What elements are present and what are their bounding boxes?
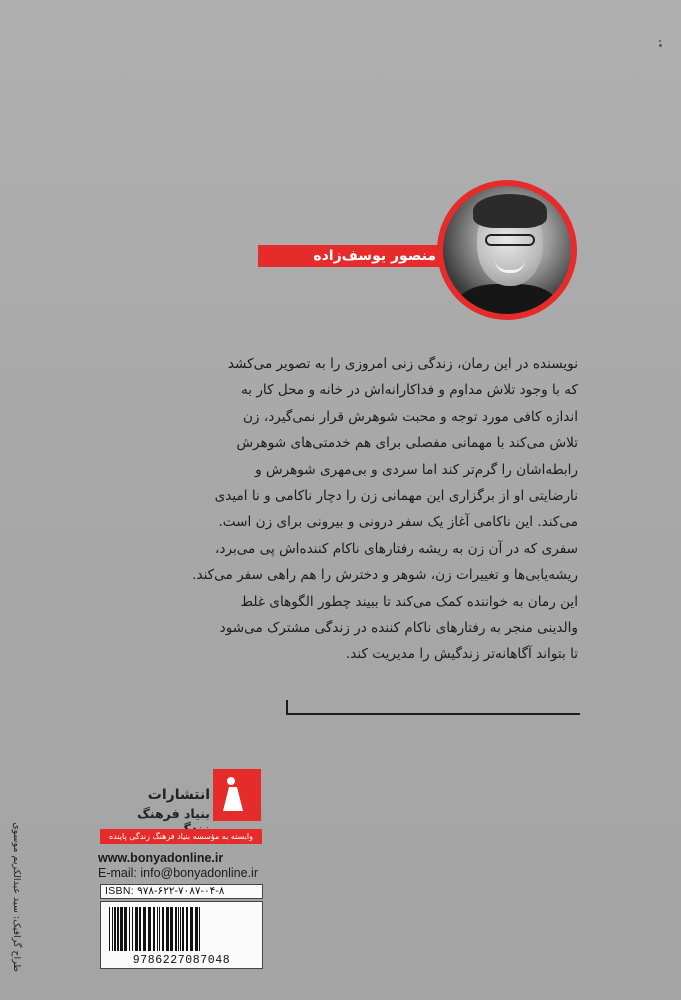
synopsis-line: نویسنده در این رمان، زندگی زنی امروزی را به تصویر می‌کشد xyxy=(227,356,578,372)
barcode-bar xyxy=(186,907,188,951)
barcode-bar xyxy=(190,907,193,951)
publisher-name: بنیاد فرهنگ xyxy=(137,806,210,821)
author-name: منصور یوسف‌زاده xyxy=(313,248,436,264)
barcode-bar xyxy=(170,907,173,951)
barcode-bar xyxy=(114,907,116,951)
barcode-bar xyxy=(117,907,119,951)
barcode-bar xyxy=(182,907,184,951)
barcode-number: 9786227087048 xyxy=(132,954,231,967)
synopsis-underline xyxy=(286,713,580,715)
synopsis-line: نارضایتی او از برگزاری این مهمانی زن را دچار ناکامی و نا امیدی xyxy=(214,488,578,505)
barcode-bar xyxy=(195,907,198,951)
author-photo xyxy=(443,186,571,314)
author-photo-frame xyxy=(437,180,577,320)
isbn-label: ISBN: ۹۷۸-۶۲۲-۷۰۸۷-۰۴-۸ xyxy=(100,884,263,899)
publisher-website: www.bonyadonline.ir xyxy=(98,851,224,865)
synopsis-line: این رمان به خواننده کمک می‌کند تا ببیند چطور الگوهای غلط xyxy=(240,593,578,610)
synopsis-line: والدینی منجر به رفتارهای ناکام کننده در زندگی مشترک می‌شود xyxy=(219,620,578,637)
barcode-bar xyxy=(180,907,181,951)
barcode-bar xyxy=(139,907,141,951)
barcode-bar xyxy=(112,907,113,951)
synopsis-underline-tick xyxy=(286,700,288,714)
synopsis-line: می‌کند. این ناکامی آغاز یک سفر درونی و بیرونی برای زن است. xyxy=(218,514,578,531)
barcode-bar xyxy=(178,907,179,951)
barcode-bar xyxy=(135,907,138,951)
synopsis-line: تلاش می‌کند با مهمانی مفصلی برای هم خدمتی‌های شوهرش xyxy=(236,435,578,452)
barcode-bar xyxy=(148,907,151,951)
barcode-bar xyxy=(109,907,110,951)
barcode-bar xyxy=(175,907,177,951)
synopsis-line: ریشه‌یابی‌ها و تغییرات زن، شوهر و دخترش را هم راهی سفر می‌کند. xyxy=(192,567,578,584)
publisher-affiliation: وابسته به مؤسسه بنیاد فرهنگ زندگی پاینده xyxy=(100,829,262,844)
publisher-logo-icon xyxy=(213,769,261,821)
barcode-bar xyxy=(199,907,200,951)
synopsis-line: سفری که در آن زن به ریشه رفتارهای ناکام کننده‌اش پی می‌برد، xyxy=(215,540,578,557)
publisher-label: انتشارات xyxy=(147,787,210,803)
barcode-bars xyxy=(107,907,258,953)
barcode-bar xyxy=(132,907,133,951)
barcode-bar xyxy=(120,907,123,951)
synopsis-line: که با وجود تلاش مداوم و فداکارانه‌اش در خانه و محل کار به xyxy=(240,382,578,399)
synopsis-line: رابطه‌اشان را گرم‌تر کند اما سردی و بی‌مهری شوهرش و xyxy=(255,461,578,478)
barcode-bar xyxy=(162,907,164,951)
edge-mark xyxy=(659,44,662,47)
synopsis-text xyxy=(156,351,578,668)
barcode-bar xyxy=(124,907,127,951)
edge-mark xyxy=(659,40,661,42)
barcode-bar xyxy=(166,907,169,951)
barcode-bar xyxy=(157,907,158,951)
barcode-bar xyxy=(159,907,160,951)
publisher-email: E-mail: info@bonyadonline.ir xyxy=(98,866,258,880)
barcode xyxy=(100,901,263,969)
synopsis-line: اندازه کافی مورد توجه و محبت شوهرش قرار نمی‌گیرد، زن xyxy=(242,408,578,425)
author-name-strip xyxy=(258,245,448,267)
graphic-design-credit: طراح گرافیک: سید عبدالکریم موسوی xyxy=(11,822,22,972)
synopsis-line: تا بتواند آگاهانه‌تر زندگیش را مدیریت کند. xyxy=(345,646,578,663)
barcode-bar xyxy=(153,907,155,951)
barcode-bar xyxy=(143,907,146,951)
barcode-bar xyxy=(129,907,130,951)
